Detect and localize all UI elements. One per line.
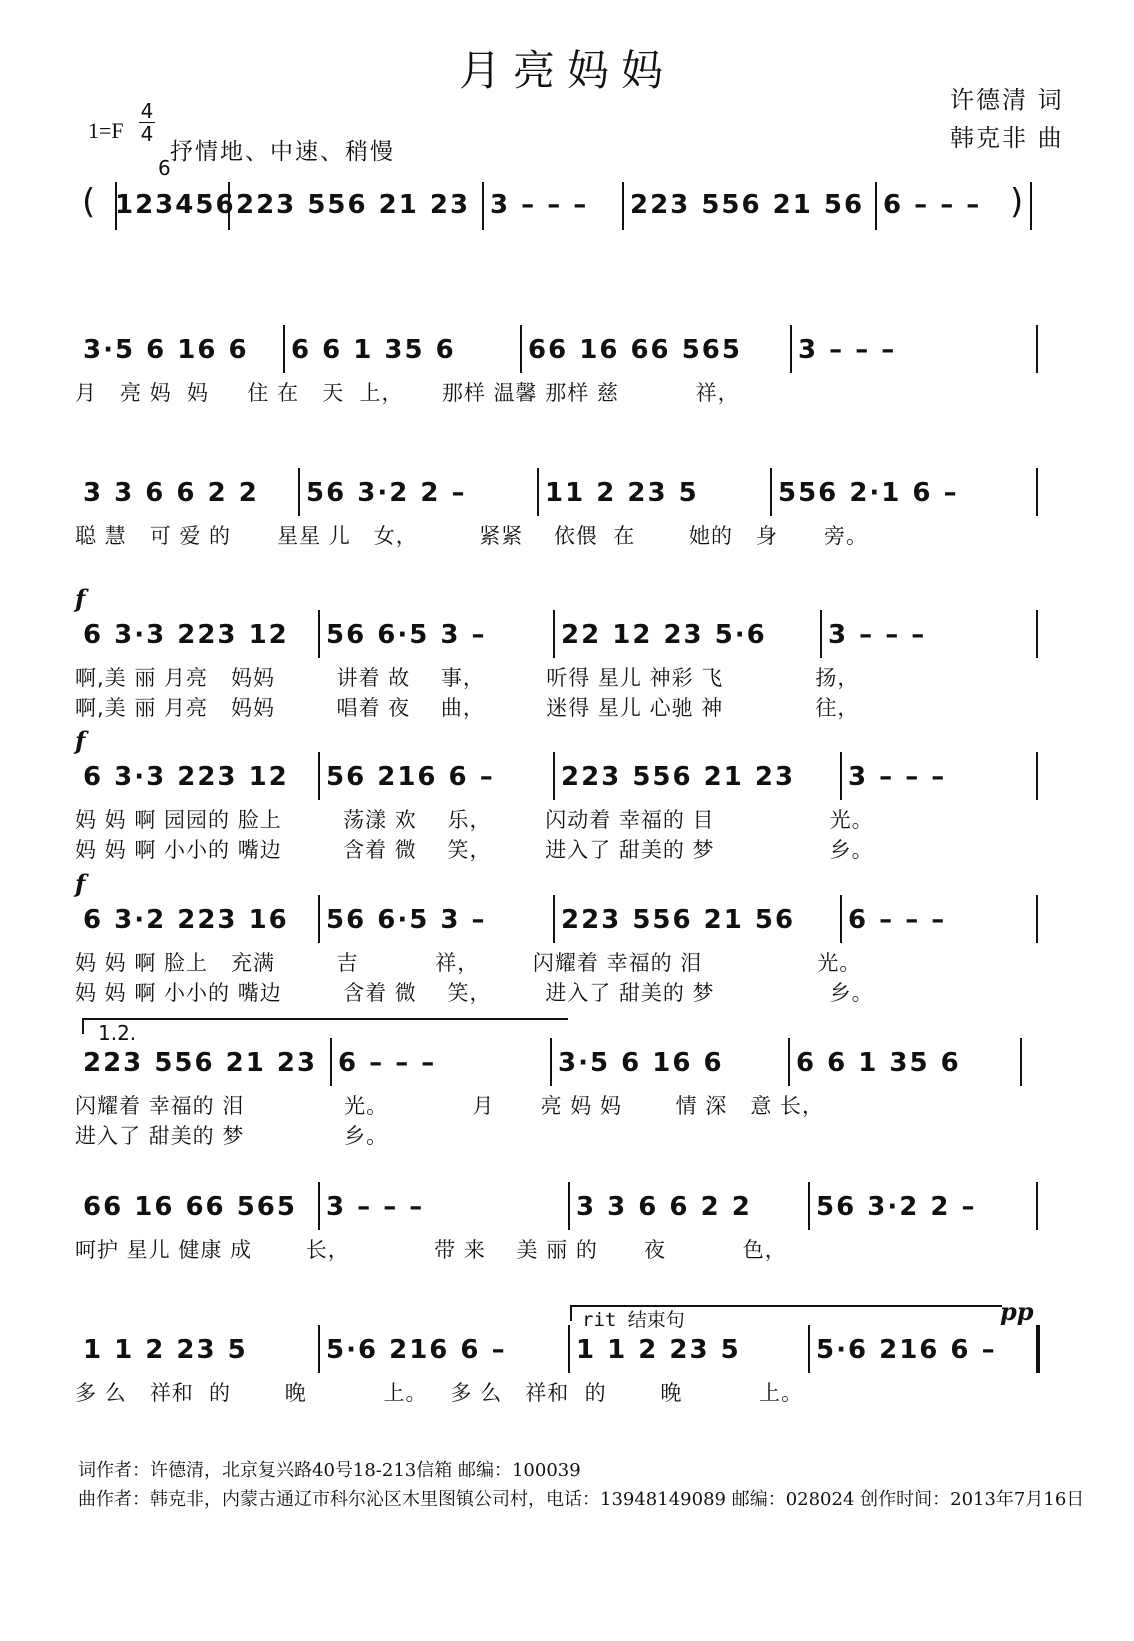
- barline: [318, 610, 320, 658]
- measure-notes: 556 2·1 6 –: [778, 478, 959, 508]
- score-system: [0, 468, 1134, 588]
- barline: [318, 1325, 320, 1373]
- barline: [318, 752, 320, 800]
- volta-bracket: 1.2.: [82, 1018, 568, 1034]
- lyric-line: 啊,美 丽 月亮 妈妈 讲着 故 事， 听得 星儿 神彩 飞 扬，: [75, 666, 860, 690]
- key-signature: 1=F: [88, 118, 124, 143]
- score-system: [0, 180, 1134, 300]
- measure-notes: 6 – – –: [848, 905, 947, 935]
- measure-notes: 3 3 6 6 2 2: [576, 1192, 752, 1222]
- measure-notes: 6 – – –: [338, 1048, 437, 1078]
- measure-notes: 6 6 1 35 6: [291, 335, 456, 365]
- score-system: [0, 325, 1134, 445]
- dynamic-mark-end: pp: [1000, 1297, 1034, 1326]
- measure-notes: 223 556 21 23: [561, 762, 796, 792]
- measure-notes: 56 6·5 3 –: [326, 905, 487, 935]
- barline: [537, 468, 539, 516]
- dynamic-mark: f: [75, 726, 86, 755]
- barline: [553, 895, 555, 943]
- measure-notes: 66 16 66 565: [83, 1192, 297, 1222]
- dynamic-mark: f: [75, 869, 86, 898]
- composer-contact: 曲作者：韩克非，内蒙古通辽市科尔沁区木里图镇公司村，电话：13948149089 邮编：028024 创作时间：2013年7月16日: [78, 1489, 1085, 1510]
- lyric-line: 进入了 甜美的 梦 乡。: [75, 1124, 389, 1148]
- measure-notes: 56 216 6 –: [326, 762, 495, 792]
- barline: [520, 325, 522, 373]
- intro-paren-close: ): [1010, 182, 1024, 222]
- barline: [318, 895, 320, 943]
- score-system: [0, 726, 1134, 872]
- barline: [1036, 610, 1038, 658]
- measure-notes: 3 – – –: [828, 620, 927, 650]
- measure-notes: 1 1 2 23 5: [83, 1335, 248, 1365]
- barline: [553, 752, 555, 800]
- measure-notes: 6 3·2 223 16: [83, 905, 289, 935]
- measure-notes: 5·6 216 6 –: [326, 1335, 507, 1365]
- measure-notes: 6 6 1 35 6: [796, 1048, 961, 1078]
- barline: [875, 182, 877, 230]
- measure-notes: 223 556 21 23: [83, 1048, 318, 1078]
- score-system: [0, 1297, 1134, 1445]
- dynamic-mark: f: [75, 584, 86, 613]
- score-system: [0, 1021, 1134, 1158]
- barline: [568, 1182, 570, 1230]
- lyric-line: 妈 妈 啊 小小的 嘴边 含着 微 笑， 进入了 甜美的 梦 乡。: [75, 981, 874, 1005]
- barline: [318, 1182, 320, 1230]
- barline: [808, 1325, 810, 1373]
- measure-notes: 223 556 21 56: [630, 190, 865, 220]
- rit-bracket: rit 结束句: [570, 1305, 1002, 1321]
- barline: [840, 895, 842, 943]
- score-system: [0, 869, 1134, 1015]
- tuplet-number: 6: [158, 156, 171, 180]
- barline: [808, 1182, 810, 1230]
- measure-notes: 66 16 66 565: [528, 335, 742, 365]
- measure-notes: 3 – – –: [490, 190, 589, 220]
- measure-notes: 56 3·2 2 –: [816, 1192, 977, 1222]
- measure-notes: 3 3 6 6 2 2: [83, 478, 259, 508]
- lyric-line: 月 亮 妈 妈 住 在 天 上， 那样 温馨 那样 慈 祥，: [75, 381, 740, 405]
- barline: [788, 1038, 790, 1086]
- barline: [1030, 182, 1032, 230]
- measure-notes: 3·5 6 16 6: [558, 1048, 724, 1078]
- score-system: [0, 1182, 1134, 1302]
- measure-notes: 3 – – –: [798, 335, 897, 365]
- measure-notes: 3·5 6 16 6: [83, 335, 249, 365]
- barline: [1036, 895, 1038, 943]
- measure-notes: 56 6·5 3 –: [326, 620, 487, 650]
- lyric-line: 聪 慧 可 爱 的 星星 儿 女， 紧紧 依偎 在 她的 身 旁。: [75, 524, 869, 548]
- intro-paren-open: (: [82, 182, 96, 222]
- barline: [1036, 1182, 1038, 1230]
- lyric-line: 呵护 星儿 健康 成 长， 带 来 美 丽 的 夜 色，: [75, 1238, 787, 1262]
- barline: [840, 752, 842, 800]
- measure-notes: 22 12 23 5·6: [561, 620, 767, 650]
- lyricist-credit: 许德清 词: [950, 86, 1064, 114]
- composer-credit: 韩克非 曲: [950, 124, 1064, 152]
- lyric-line: 妈 妈 啊 小小的 嘴边 含着 微 笑， 进入了 甜美的 梦 乡。: [75, 838, 874, 862]
- barline: [1036, 752, 1038, 800]
- time-signature: $\frac{4}{4}$: [140, 99, 154, 146]
- measure-notes: 223 556 21 56: [561, 905, 796, 935]
- barline: [790, 325, 792, 373]
- barline: [550, 1038, 552, 1086]
- lyric-line: 啊,美 丽 月亮 妈妈 唱着 夜 曲， 迷得 星儿 心驰 神 往，: [75, 696, 860, 720]
- barline: [568, 1325, 570, 1373]
- score-system: [0, 584, 1134, 730]
- barline: [1036, 1325, 1040, 1373]
- lyricist-contact: 词作者：许德清，北京复兴路40号18-213信箱 邮编：100039: [78, 1460, 581, 1481]
- barline: [298, 468, 300, 516]
- barline: [770, 468, 772, 516]
- song-title: 月亮妈妈: [458, 46, 675, 95]
- barline: [283, 325, 285, 373]
- measure-notes: 6 3·3 223 12: [83, 620, 289, 650]
- barline: [553, 610, 555, 658]
- measure-notes: 3 – – –: [326, 1192, 425, 1222]
- lyric-line: 妈 妈 啊 园园的 脸上 荡漾 欢 乐， 闪动着 幸福的 目 光。: [75, 808, 874, 832]
- lyric-line: 多 么 祥和 的 晚 上。 多 么 祥和 的 晚 上。: [75, 1381, 804, 1405]
- measure-notes: 5·6 216 6 –: [816, 1335, 997, 1365]
- measure-notes: 6 – – –: [883, 190, 982, 220]
- barline: [1020, 1038, 1022, 1086]
- measure-notes: 1 1 2 23 5: [576, 1335, 741, 1365]
- barline: [482, 182, 484, 230]
- barline: [330, 1038, 332, 1086]
- barline: [1036, 468, 1038, 516]
- measure-notes: 223 556 21 23: [236, 190, 471, 220]
- tempo-marking: 抒情地、中速、稍慢: [170, 139, 395, 165]
- barline: [622, 182, 624, 230]
- measure-notes: 6 3·3 223 12: [83, 762, 289, 792]
- lyric-line: 妈 妈 啊 脸上 充满 吉 祥， 闪耀着 幸福的 泪 光。: [75, 951, 862, 975]
- barline: [820, 610, 822, 658]
- lyric-line: 闪耀着 幸福的 泪 光。 月 亮 妈 妈 情 深 意 长，: [75, 1094, 825, 1118]
- measure-notes: 3 – – –: [848, 762, 947, 792]
- measure-notes: 56 3·2 2 –: [306, 478, 467, 508]
- measure-notes: 123456: [115, 190, 236, 220]
- barline: [1036, 325, 1038, 373]
- measure-notes: 11 2 23 5: [545, 478, 699, 508]
